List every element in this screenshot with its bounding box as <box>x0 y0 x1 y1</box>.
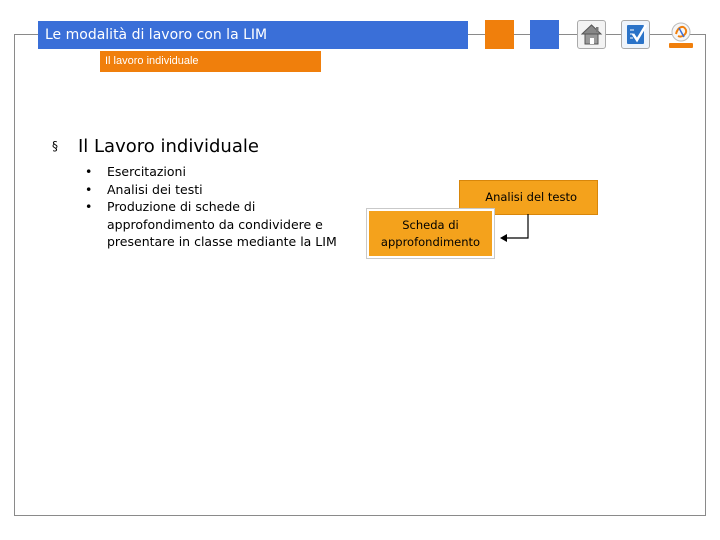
page-title: Le modalità di lavoro con la LIM <box>38 21 468 49</box>
lim-logo-icon[interactable] <box>666 20 696 50</box>
slide-frame <box>14 34 706 516</box>
bullet-list <box>85 163 340 251</box>
connector-arrow <box>494 214 534 244</box>
list-item <box>85 163 340 181</box>
home-icon <box>578 21 605 48</box>
list-item <box>85 198 340 251</box>
list-item <box>85 181 340 199</box>
analisi-del-testo-box: Analisi del testo <box>459 180 598 215</box>
checklist-button[interactable] <box>621 20 650 49</box>
heading-text: Il Lavoro individuale <box>78 136 259 157</box>
section-heading <box>52 136 259 157</box>
list-bullet: • <box>85 164 93 179</box>
scheda-approfondimento-box <box>367 209 494 258</box>
orange-decor-square <box>485 20 514 49</box>
blue-decor-square <box>530 20 559 49</box>
list-bullet: • <box>85 199 93 214</box>
page-subtitle: Il lavoro individuale <box>100 51 321 72</box>
home-button[interactable] <box>577 20 606 49</box>
list-bullet: • <box>85 181 93 197</box>
scheda-line-2: approfondimento <box>380 235 481 249</box>
list-item-text: Produzione di schede di approfondimento da condividere e presentare in classe mediante la LIM <box>107 199 337 249</box>
checklist-icon <box>622 21 649 48</box>
heading-bullet: § <box>52 139 58 153</box>
scheda-line-1: Scheda di <box>402 218 459 232</box>
list-item-text: Esercitazioni <box>107 164 186 179</box>
list-item-text: Analisi dei testi <box>107 181 203 197</box>
